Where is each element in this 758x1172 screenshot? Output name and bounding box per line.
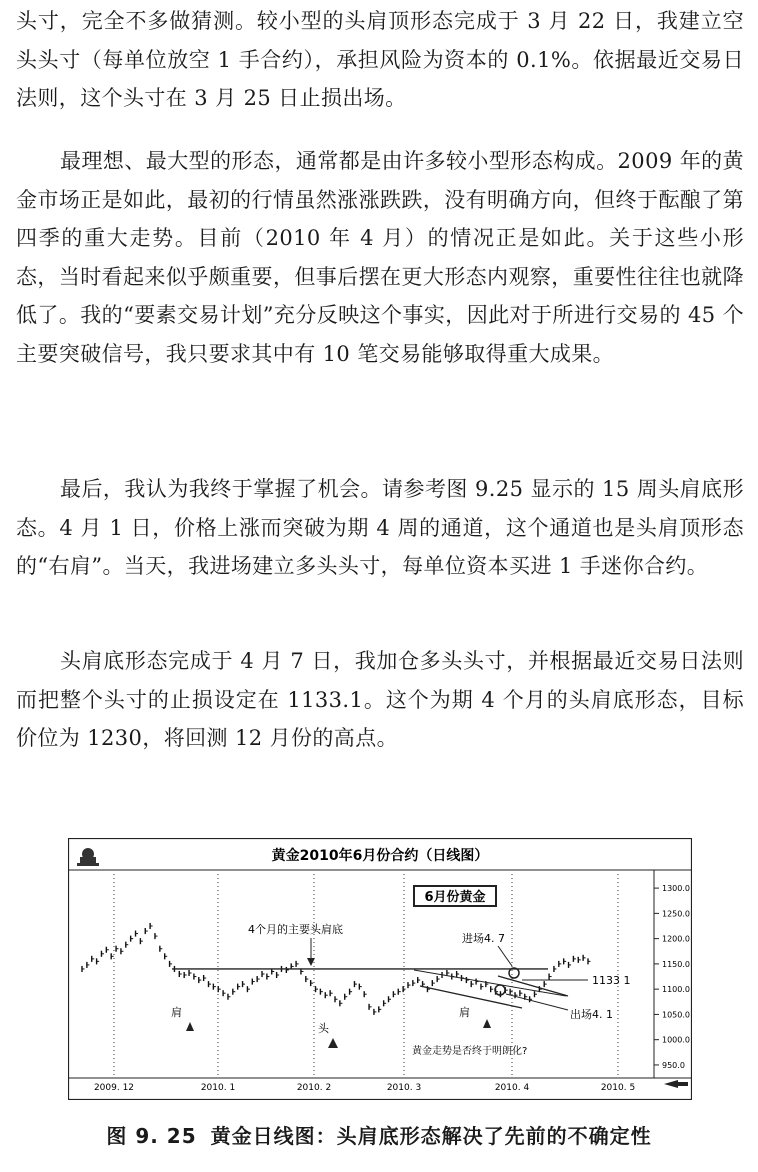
legend-label: 6月份黄金 <box>424 890 486 905</box>
neckline-annotation: 4个月的主要头肩底 <box>248 923 343 936</box>
arrow-left-tail <box>678 1082 688 1086</box>
y-tick-label: 1200.0 <box>662 934 690 944</box>
y-tick-label: 950.0 <box>662 1060 685 1070</box>
x-tick-label: 2010. 2 <box>296 1083 332 1093</box>
entry-annotation: 进场4. 7 <box>462 932 505 945</box>
figure-caption <box>0 1120 758 1149</box>
y-tick-label: 1050.0 <box>662 1010 690 1020</box>
paragraph-continued: 头寸，完全不多做猜测。较小型的头肩顶形态完成于 3 月 22 日，我建立空头头寸（每单位放空 1 手合约），承担风险为资本的 0.1%。依据最近交易日法则，这个头寸在 3 月 25 日止损出场。 <box>16 9 744 111</box>
x-tick-label: 2010. 5 <box>600 1083 636 1093</box>
y-tick-label: 1250.0 <box>662 909 690 919</box>
question-annotation: 黄金走势是否终于明朗化? <box>412 1046 528 1057</box>
paragraph-opportunity: 最后，我认为我终于掌握了机会。请参考图 9.25 显示的 15 周头肩底形态。4 月 1 日，价格上涨而突破为期 4 周的通道，这个通道也是头肩顶形态的“右肩”。当天，我进场建立多头头寸，每单位资本买进 1 手迷你合约。 <box>16 477 744 579</box>
y-tick-label: 1300.0 <box>662 884 690 894</box>
stop-annotation: 1133 1 <box>592 974 631 987</box>
y-tick-label: 1150.0 <box>662 959 690 969</box>
exit-annotation: 出场4. 1 <box>570 1008 613 1021</box>
paragraph-completion: 头肩底形态完成于 4 月 7 日，我加仓多头头寸，并根据最近交易日法则而把整个头寸的止损设定在 1133.1。这个为期 4 个月的头肩底形态，目标价位为 1230，将回测 12 月份的高点。 <box>16 649 744 751</box>
x-tick-label: 2009. 12 <box>93 1083 135 1093</box>
gold-daily-chart <box>68 838 692 1100</box>
left-shoulder-label: 肩 <box>171 1006 182 1019</box>
x-tick-label: 2010. 4 <box>494 1083 530 1093</box>
y-tick-label: 1000.0 <box>662 1035 690 1045</box>
right-shoulder-label: 肩 <box>459 1006 470 1019</box>
x-tick-label: 2010. 3 <box>386 1083 422 1093</box>
paragraph-patterns: 最理想、最大型的形态，通常都是由许多较小型形态构成。2009 年的黄金市场正是如此，最初的行情虽然涨涨跌跌，没有明确方向，但终于酝酿了第四季的重大走势。目前（2010 年 4 月）的情况正是如此。关于这些小形态，当时看起来似乎颇重要，但事后摆在更大形态内观察，重要性往往也就降低了。我的“要素交易计划”充分反映这个事实，因此对于所进行交易的 45 个主要突破信号，我只要求其中有 10 笔交易能够取得重大成果。 <box>16 149 744 366</box>
caption-number: 图 9. 25 <box>106 1124 197 1148</box>
chart-title: 黄金2010年6月份合约（日线图） <box>271 848 489 864</box>
caption-text: 黄金日线图：头肩底形态解决了先前的不确定性 <box>210 1124 652 1148</box>
figure-chart <box>68 838 692 1100</box>
x-tick-label: 2010. 1 <box>200 1083 236 1093</box>
head-label: 头 <box>318 1022 329 1035</box>
y-tick-label: 1100.0 <box>662 985 690 995</box>
